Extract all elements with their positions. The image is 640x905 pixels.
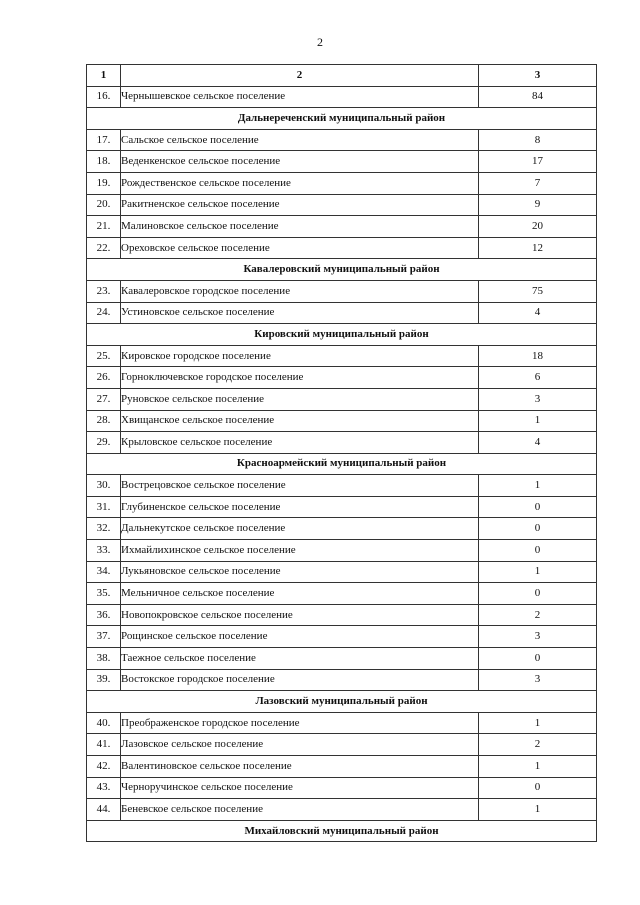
table-row — [87, 604, 597, 626]
row-number: 24. — [87, 302, 121, 324]
section-row — [87, 453, 597, 475]
row-number: 33. — [87, 540, 121, 562]
section-row — [87, 324, 597, 346]
table-row — [87, 561, 597, 583]
row-number: 29. — [87, 432, 121, 454]
row-number: 18. — [87, 151, 121, 173]
settlement-value: 1 — [479, 475, 597, 497]
settlement-value: 1 — [479, 799, 597, 821]
settlement-name: Валентиновское сельское поселение — [121, 756, 479, 778]
settlement-value: 0 — [479, 518, 597, 540]
row-number: 43. — [87, 777, 121, 799]
settlement-name: Хвищанское сельское поселение — [121, 410, 479, 432]
section-row — [87, 820, 597, 842]
table-row — [87, 777, 597, 799]
table-row — [87, 756, 597, 778]
settlement-name: Малиновское сельское поселение — [121, 216, 479, 238]
settlement-name: Лазовское сельское поселение — [121, 734, 479, 756]
settlement-value: 9 — [479, 194, 597, 216]
row-number: 27. — [87, 388, 121, 410]
row-number: 40. — [87, 712, 121, 734]
settlement-name: Кавалеровское городское поселение — [121, 280, 479, 302]
table-header-row — [87, 65, 597, 87]
row-number: 20. — [87, 194, 121, 216]
table-row — [87, 712, 597, 734]
row-number: 42. — [87, 756, 121, 778]
row-number: 31. — [87, 496, 121, 518]
row-number: 17. — [87, 129, 121, 151]
table-row — [87, 216, 597, 238]
table-row — [87, 583, 597, 605]
row-number: 16. — [87, 86, 121, 108]
table-row — [87, 151, 597, 173]
settlement-value: 7 — [479, 172, 597, 194]
row-number: 23. — [87, 280, 121, 302]
settlement-value: 84 — [479, 86, 597, 108]
settlement-value: 2 — [479, 734, 597, 756]
section-title: Красноармейский муниципальный район — [87, 453, 597, 475]
row-number: 21. — [87, 216, 121, 238]
settlement-name: Черноручинское сельское поселение — [121, 777, 479, 799]
table-row — [87, 237, 597, 259]
settlement-value: 8 — [479, 129, 597, 151]
settlement-value: 6 — [479, 367, 597, 389]
settlement-value: 75 — [479, 280, 597, 302]
settlement-name: Мельничное сельское поселение — [121, 583, 479, 605]
page-number: 2 — [317, 35, 323, 49]
row-number: 22. — [87, 237, 121, 259]
row-number: 28. — [87, 410, 121, 432]
table-row — [87, 172, 597, 194]
table-row — [87, 432, 597, 454]
settlement-name: Чернышевское сельское поселение — [121, 86, 479, 108]
row-number: 36. — [87, 604, 121, 626]
table-row — [87, 194, 597, 216]
table-body — [87, 86, 597, 842]
row-number: 37. — [87, 626, 121, 648]
settlement-value: 20 — [479, 216, 597, 238]
table-row — [87, 734, 597, 756]
row-number: 38. — [87, 648, 121, 670]
settlement-name: Сальское сельское поселение — [121, 129, 479, 151]
row-number: 41. — [87, 734, 121, 756]
settlement-value: 17 — [479, 151, 597, 173]
section-title: Дальнереченский муниципальный район — [87, 108, 597, 130]
table-row — [87, 518, 597, 540]
section-row — [87, 691, 597, 713]
table-row — [87, 410, 597, 432]
settlement-name: Преображенское городское поселение — [121, 712, 479, 734]
settlement-name: Горноключевское городское поселение — [121, 367, 479, 389]
row-number: 35. — [87, 583, 121, 605]
settlement-name: Руновское сельское поселение — [121, 388, 479, 410]
settlements-table — [86, 64, 597, 842]
settlement-name: Глубиненское сельское поселение — [121, 496, 479, 518]
settlement-value: 4 — [479, 432, 597, 454]
settlement-name: Рождественское сельское поселение — [121, 172, 479, 194]
settlement-value: 0 — [479, 648, 597, 670]
settlement-name: Ракитненское сельское поселение — [121, 194, 479, 216]
row-number: 30. — [87, 475, 121, 497]
settlement-value: 0 — [479, 777, 597, 799]
header-column-2: 2 — [121, 65, 479, 87]
settlement-value: 0 — [479, 540, 597, 562]
table-row — [87, 496, 597, 518]
settlement-name: Ихмайлихинское сельское поселение — [121, 540, 479, 562]
row-number: 34. — [87, 561, 121, 583]
settlement-name: Беневское сельское поселение — [121, 799, 479, 821]
settlement-name: Устиновское сельское поселение — [121, 302, 479, 324]
settlement-value: 3 — [479, 388, 597, 410]
row-number: 26. — [87, 367, 121, 389]
header-column-3: 3 — [479, 65, 597, 87]
section-row — [87, 108, 597, 130]
settlement-value: 4 — [479, 302, 597, 324]
settlement-value: 3 — [479, 669, 597, 691]
table-row — [87, 799, 597, 821]
settlement-value: 3 — [479, 626, 597, 648]
table-row — [87, 367, 597, 389]
section-title: Михайловский муниципальный район — [87, 820, 597, 842]
settlement-name: Ореховское сельское поселение — [121, 237, 479, 259]
row-number: 44. — [87, 799, 121, 821]
settlement-name: Кировское городское поселение — [121, 345, 479, 367]
section-row — [87, 259, 597, 281]
settlement-value: 0 — [479, 496, 597, 518]
settlement-value: 12 — [479, 237, 597, 259]
table-row — [87, 540, 597, 562]
section-title: Кировский муниципальный район — [87, 324, 597, 346]
table-row — [87, 475, 597, 497]
settlement-name: Таежное сельское поселение — [121, 648, 479, 670]
table-row — [87, 280, 597, 302]
settlement-name: Рощинское сельское поселение — [121, 626, 479, 648]
table-row — [87, 302, 597, 324]
settlement-name: Востокское городское поселение — [121, 669, 479, 691]
header-column-1: 1 — [87, 65, 121, 87]
settlement-value: 0 — [479, 583, 597, 605]
table-row — [87, 129, 597, 151]
row-number: 39. — [87, 669, 121, 691]
table-row — [87, 86, 597, 108]
table-row — [87, 345, 597, 367]
table-row — [87, 626, 597, 648]
table-row — [87, 648, 597, 670]
settlement-value: 1 — [479, 756, 597, 778]
settlement-value: 2 — [479, 604, 597, 626]
table-row — [87, 669, 597, 691]
section-title: Кавалеровский муниципальный район — [87, 259, 597, 281]
settlement-name: Лукьяновское сельское поселение — [121, 561, 479, 583]
settlement-name: Веденкенское сельское поселение — [121, 151, 479, 173]
settlement-value: 1 — [479, 712, 597, 734]
settlement-value: 1 — [479, 410, 597, 432]
settlement-name: Вострецовское сельское поселение — [121, 475, 479, 497]
settlement-value: 18 — [479, 345, 597, 367]
settlement-value: 1 — [479, 561, 597, 583]
row-number: 25. — [87, 345, 121, 367]
settlement-name: Дальнекутское сельское поселение — [121, 518, 479, 540]
section-title: Лазовский муниципальный район — [87, 691, 597, 713]
table-row — [87, 388, 597, 410]
settlement-name: Новопокровское сельское поселение — [121, 604, 479, 626]
row-number: 19. — [87, 172, 121, 194]
settlement-name: Крыловское сельское поселение — [121, 432, 479, 454]
row-number: 32. — [87, 518, 121, 540]
